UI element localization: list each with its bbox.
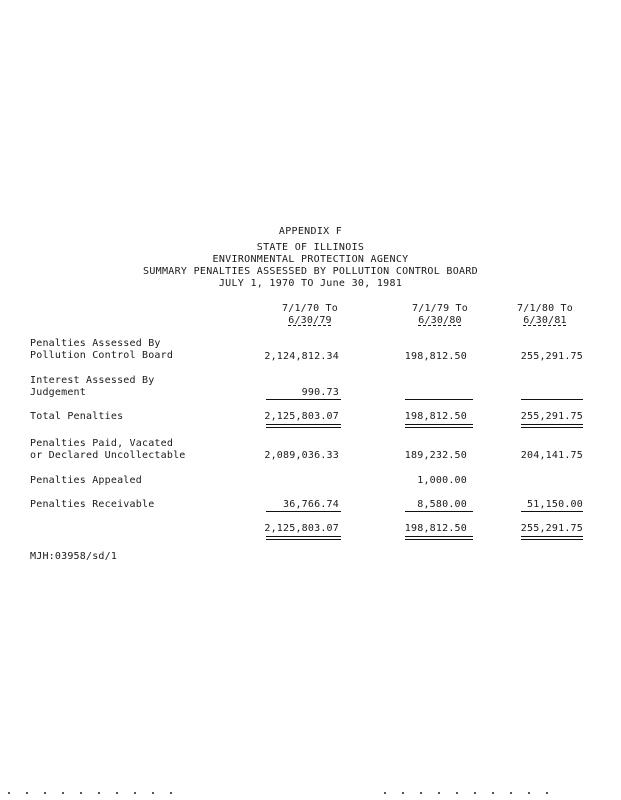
grand-total-col1-double-rule — [266, 536, 341, 540]
appendix-label: APPENDIX F — [278, 226, 343, 237]
receivable-label: Penalties Receivable — [30, 499, 155, 510]
paid-col1: 2,089,036.33 — [264, 450, 339, 461]
total-col3: 255,291.75 — [520, 411, 583, 422]
receivable-col3-rule — [521, 511, 583, 512]
receivable-col1: 36,766.74 — [283, 499, 339, 510]
grand-total-col3-double-rule — [521, 536, 583, 540]
paid-label-line2: or Declared Uncollectable — [30, 450, 186, 461]
footer-reference: MJH:03958/sd/1 — [30, 551, 118, 562]
assessed-label-line2: Pollution Control Board — [30, 350, 174, 361]
paid-label-line1: Penalties Paid, Vacated — [30, 438, 174, 449]
paid-col2: 189,232.50 — [404, 450, 467, 461]
appealed-col2: 1,000.00 — [417, 475, 467, 486]
grand-total-col3: 255,291.75 — [520, 523, 583, 534]
total-label: Total Penalties — [30, 411, 124, 422]
assessed-col1: 2,124,812.34 — [264, 351, 339, 362]
interest-col3-rule — [521, 399, 583, 400]
receivable-col1-rule — [266, 511, 341, 512]
scan-artifact-dots — [0, 792, 621, 796]
grand-total-col2-double-rule — [405, 536, 473, 540]
summary-title: SUMMARY PENALTIES ASSESSED BY POLLUTION CONTROL BOARD — [143, 266, 478, 277]
grand-total-col1: 2,125,803.07 — [264, 523, 339, 534]
state-name: STATE OF ILLINOIS — [256, 242, 365, 253]
paid-col3: 204,141.75 — [520, 450, 583, 461]
assessed-label-line1: Penalties Assessed By — [30, 338, 161, 349]
appealed-label: Penalties Appealed — [30, 475, 142, 486]
total-col2-double-rule — [405, 424, 473, 428]
assessed-col2: 198,812.50 — [404, 351, 467, 362]
total-col3-double-rule — [521, 424, 583, 428]
assessed-col3: 255,291.75 — [520, 351, 583, 362]
col2-header-from: 7/1/79 To — [412, 303, 468, 314]
interest-label-line1: Interest Assessed By — [30, 375, 155, 386]
interest-label-line2: Judgement — [30, 387, 86, 398]
interest-col1-rule — [266, 399, 341, 400]
col1-header-to: 6/30/79 — [288, 315, 332, 326]
receivable-col2: 8,580.00 — [417, 499, 467, 510]
period-label: JULY 1, 1970 TO June 30, 1981 — [218, 278, 403, 289]
col2-header-to: 6/30/80 — [418, 315, 462, 326]
interest-col2-rule — [405, 399, 473, 400]
agency-name: ENVIRONMENTAL PROTECTION AGENCY — [212, 254, 409, 265]
total-col1: 2,125,803.07 — [264, 411, 339, 422]
interest-col1: 990.73 — [301, 387, 339, 398]
col3-header-to: 6/30/81 — [523, 315, 567, 326]
receivable-col3: 51,150.00 — [527, 499, 583, 510]
total-col2: 198,812.50 — [404, 411, 467, 422]
total-col1-double-rule — [266, 424, 341, 428]
col3-header-from: 7/1/80 To — [517, 303, 573, 314]
col1-header-from: 7/1/70 To — [282, 303, 338, 314]
receivable-col2-rule — [405, 511, 473, 512]
grand-total-col2: 198,812.50 — [404, 523, 467, 534]
